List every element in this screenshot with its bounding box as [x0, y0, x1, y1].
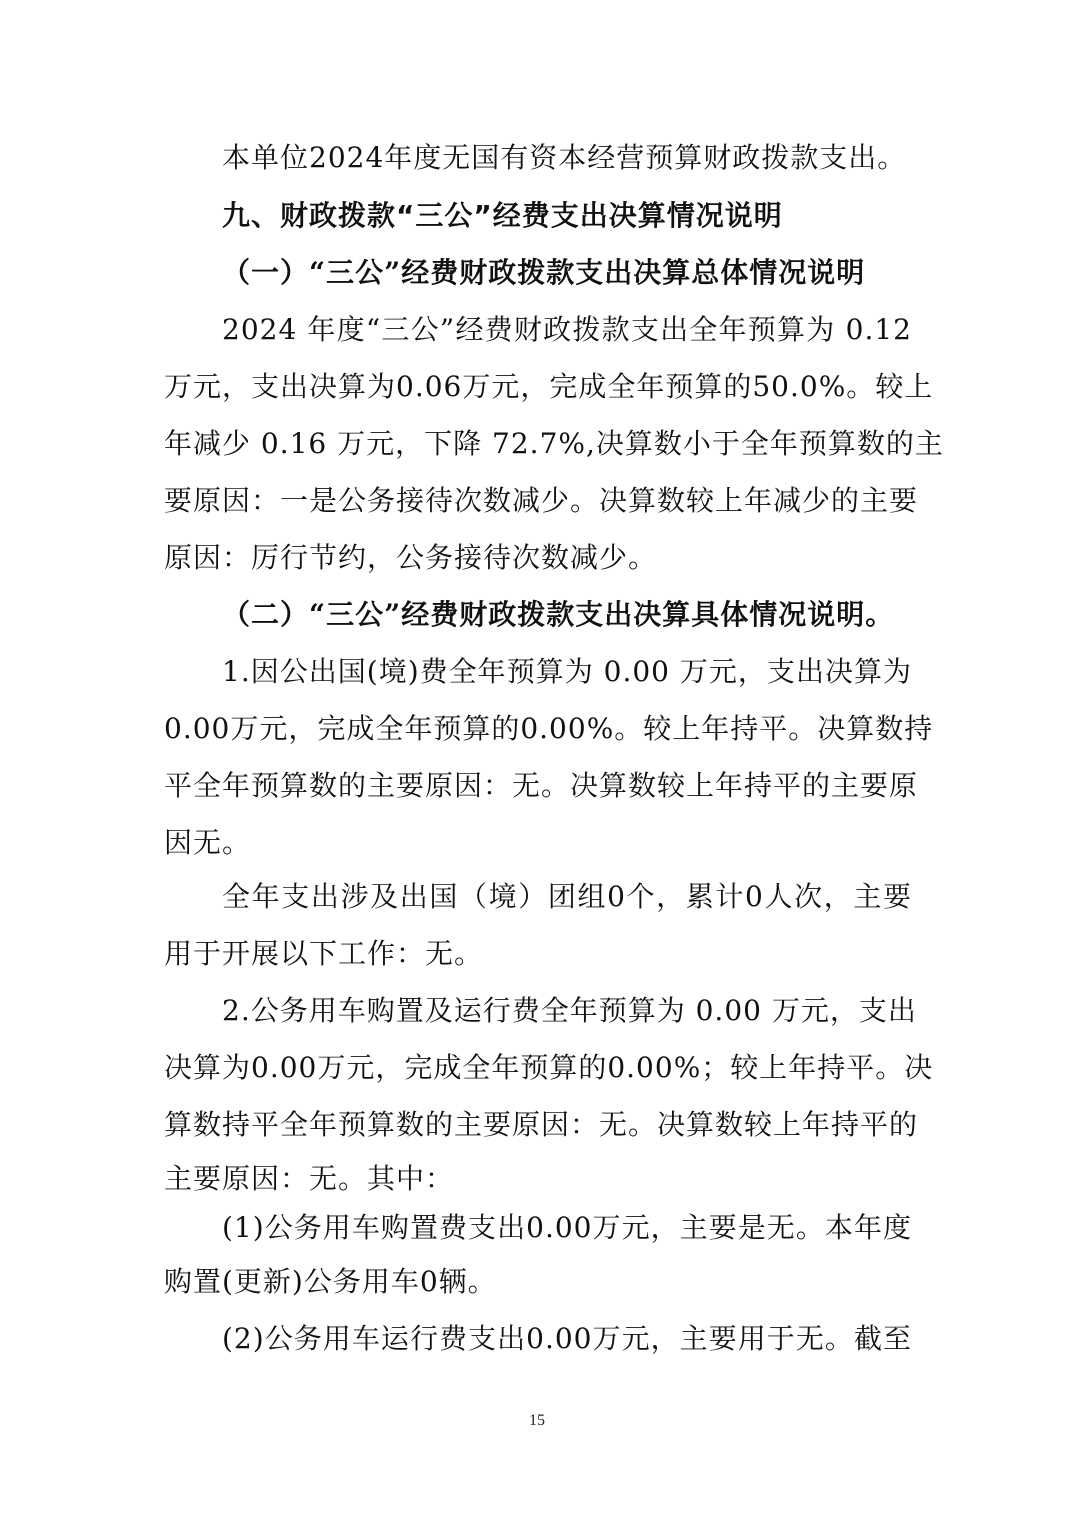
- paragraph-line: (2)公务用车运行费支出0.00万元，主要用于无。截至: [222, 1322, 912, 1355]
- paragraph-line: 本单位2024年度无国有资本经营预算财政拨款支出。: [222, 141, 907, 174]
- paragraph-line: 年减少 0.16 万元，下降 72.7%,决算数小于全年预算数的主: [164, 427, 944, 460]
- paragraph-line: 0.00万元，完成全年预算的0.00%。较上年持平。决算数持: [164, 712, 934, 745]
- paragraph-line: 原因：厉行节约，公务接待次数减少。: [164, 541, 658, 574]
- section-heading: 九、财政拨款“三公”经费支出决算情况说明: [222, 199, 783, 232]
- paragraph-line: 平全年预算数的主要原因：无。决算数较上年持平的主要原: [164, 769, 919, 802]
- subsection-heading: （二）“三公”经费财政拨款支出决算具体情况说明。: [222, 598, 895, 631]
- paragraph-line: 用于开展以下工作：无。: [164, 937, 484, 970]
- paragraph-line: (1)公务用车购置费支出0.00万元，主要是无。本年度: [222, 1211, 912, 1244]
- paragraph-line: 要原因：一是公务接待次数减少。决算数较上年减少的主要: [164, 484, 919, 517]
- paragraph-line: 2024 年度“三公”经费财政拨款支出全年预算为 0.12: [222, 313, 912, 346]
- paragraph-line: 2.公务用车购置及运行费全年预算为 0.00 万元，支出: [222, 994, 917, 1027]
- page-number: 15: [529, 1412, 545, 1429]
- paragraph-line: 购置(更新)公务用车0辆。: [164, 1265, 497, 1298]
- paragraph-line: 1.因公出国(境)费全年预算为 0.00 万元，支出决算为: [222, 655, 912, 688]
- paragraph-line: 因无。: [164, 826, 252, 859]
- paragraph-line: 算数持平全年预算数的主要原因：无。决算数较上年持平的: [164, 1108, 919, 1141]
- paragraph-line: 全年支出涉及出国（境）团组0个，累计0人次，主要: [222, 880, 912, 913]
- paragraph-line: 万元，支出决算为0.06万元，完成全年预算的50.0%。较上: [164, 370, 934, 403]
- subsection-heading: （一）“三公”经费财政拨款支出决算总体情况说明: [222, 256, 866, 289]
- paragraph-line: 决算为0.00万元，完成全年预算的0.00%；较上年持平。决: [164, 1051, 934, 1084]
- paragraph-line: 主要原因：无。其中：: [164, 1162, 455, 1195]
